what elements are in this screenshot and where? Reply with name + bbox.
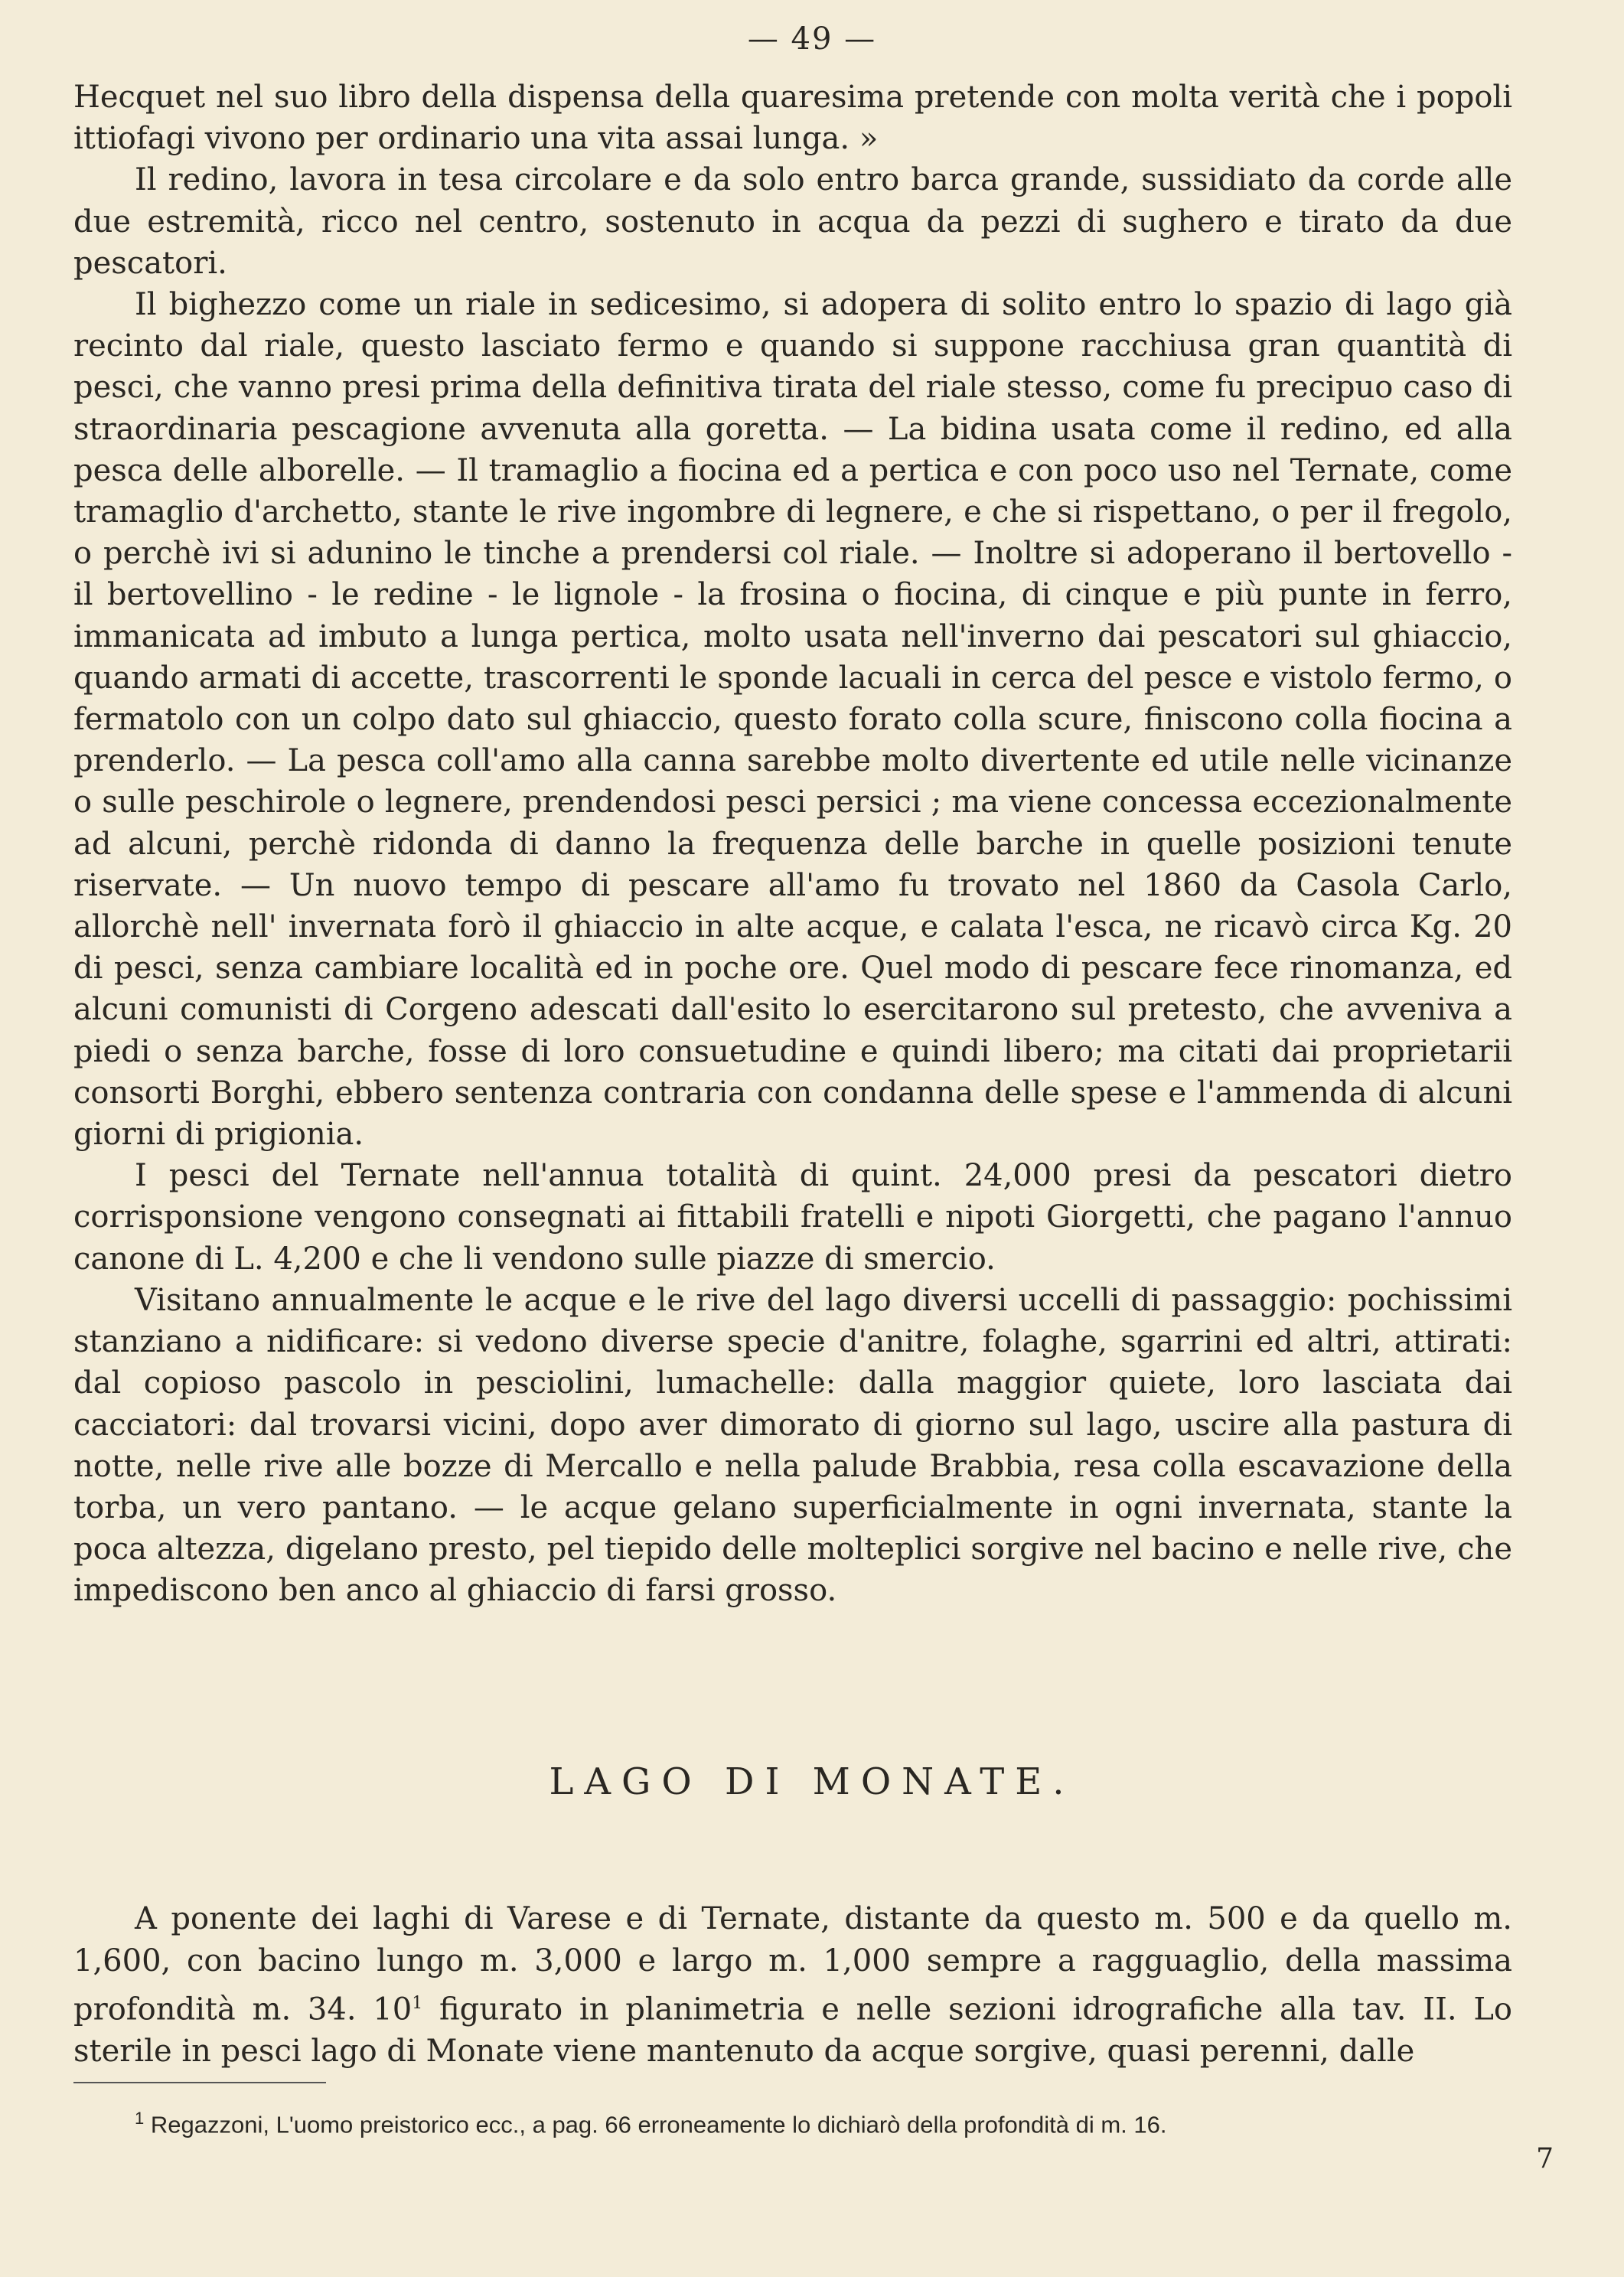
footnote-divider (73, 2082, 326, 2083)
paragraph: I pesci del Ternate nell'annua totalità di quint. 24,000 presi da pescatori dietro corrisponsione vengono consegnati ai fittabili fratelli e nipoti Giorgetti, che pagano l'annuo canone di L. 4,200 e che li vendono sulle piazze di smercio. (73, 1158, 1512, 1277)
section-text: A ponente dei laghi di Varese e di Ternate, distante da questo m. 500 e da quello m. 1,600, con bacino lungo m. 3,000 e largo m. 1,000 sempre a ragguaglio, della massima profondità m. 34. 10 (73, 1901, 1512, 2027)
body-text (73, 77, 1512, 1612)
page-number: — 49 — (747, 21, 877, 57)
paragraph (73, 1898, 1512, 2073)
section-title: LAGO DI MONATE. (549, 1760, 1075, 1803)
footnote-mark: 1 (135, 2109, 145, 2128)
paragraph: Visitano annualmente le acque e le rive del lago diversi uccelli di passaggio: pochissimi stanziano a nidificare: si vedono diverse specie d'anitre, folaghe, sgarrini ed altri, attirati: dal copioso pascolo in pesciolini, lumachelle: dalla maggior quiete, loro lasciata dai cacciatori: dal trovarsi vicini, dopo aver dimorato di giorno sul lago, uscire alla pastura di notte, nelle rive alle bozze di Mercallo e nella palude Brabbia, resa colla escavazione della torba, un vero pantano. — le acque gelano superficialmente in ogni invernata, stante la poca altezza, digelano presto, pel tiepido delle molteplici sorgive nel bacino e nelle rive, che impediscono ben anco al ghiaccio di farsi grosso. (73, 1282, 1512, 1609)
paragraph: Hecquet nel suo libro della dispensa della quaresima pretende con molta verità che i popoli ittiofagi vivono per ordinario una vita assai lunga. » (73, 80, 1512, 157)
footnote-text: Regazzoni, L'uomo preistorico ecc., a pag. 66 erroneamente lo dichiarò della profondità di m. 16. (150, 2111, 1167, 2138)
footnote (135, 2103, 1528, 2140)
section-body (73, 1898, 1512, 2073)
footnote-ref: 1 (412, 1994, 423, 2013)
signature-mark: 7 (1536, 2143, 1554, 2174)
paragraph: Il redino, lavora in tesa circolare e da solo entro barca grande, sussidiato da corde alle due estremità, ricco nel centro, sostenuto in acqua da pezzi di sughero e tirato da due pescatori. (73, 162, 1512, 281)
section-text-rest: figurato in planimetria e nelle sezioni idrografiche alla tav. II. Lo sterile in pesci lago di Monate viene mantenuto da acque sorgive, quasi perenni, dalle (73, 1992, 1513, 2070)
paragraph: Il bighezzo come un riale in sedicesimo, si adopera di solito entro lo spazio di lago già recinto dal riale, questo lasciato fermo e quando si suppone racchiusa gran quantità di pesci, che vanno presi prima della definitiva tirata del riale stesso, come fu precipuo caso di straordinaria pescagione avvenuta alla goretta. — La bidina usata come il redino, ed alla pesca delle alborelle. — Il tramaglio a fiocina ed a pertica e con poco uso nel Ternate, come tramaglio d'archetto, stante le rive ingombre di legnere, e che si rispettano, o per il fregolo, o perchè ivi si adunino le tinche a prendersi col riale. — Inoltre si adoperano il bertovello - il bertovellino - le redine - le lignole - la frosina o fiocina, di cinque e più punte in ferro, immanicata ad imbuto a lunga pertica, molto usata nell'inverno dai pescatori sul ghiaccio, quando armati di accette, trascorrenti le sponde lacuali in cerca del pesce e vistolo fermo, o fermatolo con un colpo dato sul ghiaccio, questo forato colla scure, finiscono colla fiocina a prenderlo. — La pesca coll'amo alla canna sarebbe molto divertente ed utile nelle vicinanze o sulle peschirole o legnere, prendendosi pesci persici ; ma viene concessa eccezionalmente ad alcuni, perchè ridonda di danno la frequenza delle barche in quelle posizioni tenute riservate. — Un nuovo tempo di pescare all'amo fu trovato nel 1860 da Casola Carlo, allorchè nell' invernata forò il ghiaccio in alte acque, e calata l'esca, ne ricavò circa Kg. 20 di pesci, senza cambiare località ed in poche ore. Quel modo di pescare fece rinomanza, ed alcuni comunisti di Corgeno adescati dall'esito lo esercitarono sul pretesto, che avveniva a piedi o senza barche, fosse di loro consuetudine e quindi libero; ma citati dai proprietarii consorti Borghi, ebbero sentenza contraria con condanna delle spese e l'ammenda di alcuni giorni di prigionia. (73, 287, 1512, 1153)
